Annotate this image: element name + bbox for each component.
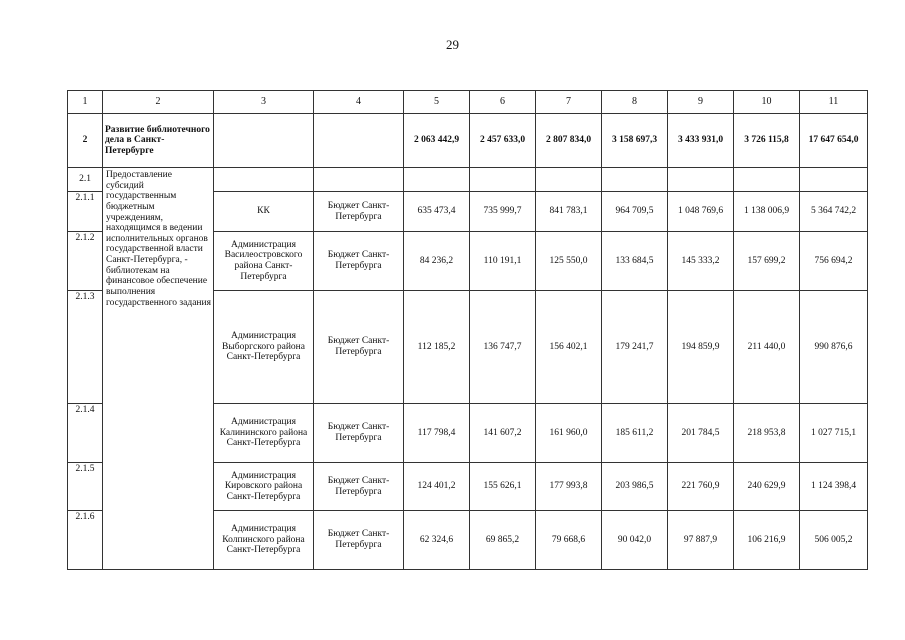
value-cell: 133 684,5 (602, 232, 668, 291)
value-cell: 203 986,5 (602, 463, 668, 511)
row-code: 2.1.2 (68, 232, 103, 291)
row-code: 2.1.1 (68, 192, 103, 232)
value-cell: 240 629,9 (734, 463, 800, 511)
executor-cell: Администрация Выборгского района Санкт-Петербурга (214, 291, 314, 404)
section-row (68, 168, 868, 192)
value-cell: 179 241,7 (602, 291, 668, 404)
program-name: Развитие библиотечного дела в Санкт-Петербурге (103, 114, 214, 168)
value-cell: 177 993,8 (536, 463, 602, 511)
value-cell: 84 236,2 (404, 232, 470, 291)
value-cell: 106 216,9 (734, 511, 800, 570)
executor-cell: Администрация Кировского района Санкт-Петербурга (214, 463, 314, 511)
value-cell: 124 401,2 (404, 463, 470, 511)
column-header: 6 (470, 91, 536, 114)
value-cell: 990 876,6 (800, 291, 868, 404)
value-cell: 841 783,1 (536, 192, 602, 232)
funding-source-cell: Бюджет Санкт-Петербурга (314, 404, 404, 463)
funding-source-cell: Бюджет Санкт-Петербурга (314, 232, 404, 291)
value-cell: 201 784,5 (668, 404, 734, 463)
column-header: 9 (668, 91, 734, 114)
row-code: 2.1.3 (68, 291, 103, 404)
value-cell: 635 473,4 (404, 192, 470, 232)
column-header: 10 (734, 91, 800, 114)
value-cell: 156 402,1 (536, 291, 602, 404)
column-header: 7 (536, 91, 602, 114)
value-cell: 2 457 633,0 (470, 114, 536, 168)
value-cell: 141 607,2 (470, 404, 536, 463)
value-cell: 2 807 834,0 (536, 114, 602, 168)
value-cell: 1 124 398,4 (800, 463, 868, 511)
value-cell: 3 433 931,0 (668, 114, 734, 168)
column-header: 1 (68, 91, 103, 114)
column-number-row (68, 91, 868, 114)
value-cell: 506 005,2 (800, 511, 868, 570)
value-cell: 161 960,0 (536, 404, 602, 463)
row-code: 2.1 (68, 168, 103, 192)
executor-cell: Администрация Колпинского района Санкт-Петербурга (214, 511, 314, 570)
value-cell: 1 027 715,1 (800, 404, 868, 463)
value-cell: 62 324,6 (404, 511, 470, 570)
value-cell: 1 048 769,6 (668, 192, 734, 232)
value-cell: 3 726 115,8 (734, 114, 800, 168)
funding-source-cell: Бюджет Санкт-Петербурга (314, 192, 404, 232)
value-cell: 218 953,8 (734, 404, 800, 463)
value-cell: 211 440,0 (734, 291, 800, 404)
value-cell: 117 798,4 (404, 404, 470, 463)
empty-cell (214, 114, 314, 168)
value-cell: 756 694,2 (800, 232, 868, 291)
row-code: 2.1.6 (68, 511, 103, 570)
value-cell: 155 626,1 (470, 463, 536, 511)
column-header: 11 (800, 91, 868, 114)
value-cell: 5 364 742,2 (800, 192, 868, 232)
page-number: 29 (446, 37, 459, 52)
value-cell: 1 138 006,9 (734, 192, 800, 232)
summary-row (68, 114, 868, 168)
value-cell: 221 760,9 (668, 463, 734, 511)
value-cell: 112 185,2 (404, 291, 470, 404)
value-cell: 110 191,1 (470, 232, 536, 291)
funding-source-cell: Бюджет Санкт-Петербурга (314, 511, 404, 570)
value-cell: 2 063 442,9 (404, 114, 470, 168)
column-header: 5 (404, 91, 470, 114)
value-cell: 185 611,2 (602, 404, 668, 463)
column-header: 8 (602, 91, 668, 114)
value-cell: 90 042,0 (602, 511, 668, 570)
row-code: 2.1.4 (68, 404, 103, 463)
value-cell: 125 550,0 (536, 232, 602, 291)
funding-source-cell: Бюджет Санкт-Петербурга (314, 291, 404, 404)
executor-cell: КК (214, 192, 314, 232)
executor-cell: Администрация Василеостровского района Санкт-Петербурга (214, 232, 314, 291)
column-header: 3 (214, 91, 314, 114)
value-cell: 69 865,2 (470, 511, 536, 570)
value-cell: 157 699,2 (734, 232, 800, 291)
value-cell: 194 859,9 (668, 291, 734, 404)
activity-description: Предоставление субсидий государственным бюджетным учреждениям, находящимся в ведении исполнительных органов государственной власти Санкт-Петербурга, - библиотекам на финансовое обеспечение выполнения государственного задания (103, 168, 214, 570)
value-cell: 964 709,5 (602, 192, 668, 232)
row-code: 2.1.5 (68, 463, 103, 511)
value-cell: 79 668,6 (536, 511, 602, 570)
value-cell: 17 647 654,0 (800, 114, 868, 168)
row-code: 2 (68, 114, 103, 168)
value-cell: 136 747,7 (470, 291, 536, 404)
value-cell: 3 158 697,3 (602, 114, 668, 168)
executor-cell: Администрация Калининского района Санкт-Петербурга (214, 404, 314, 463)
funding-source-cell: Бюджет Санкт-Петербурга (314, 463, 404, 511)
value-cell: 735 999,7 (470, 192, 536, 232)
value-cell: 145 333,2 (668, 232, 734, 291)
budget-table (67, 90, 868, 570)
column-header: 4 (314, 91, 404, 114)
column-header: 2 (103, 91, 214, 114)
empty-cell (314, 114, 404, 168)
value-cell: 97 887,9 (668, 511, 734, 570)
